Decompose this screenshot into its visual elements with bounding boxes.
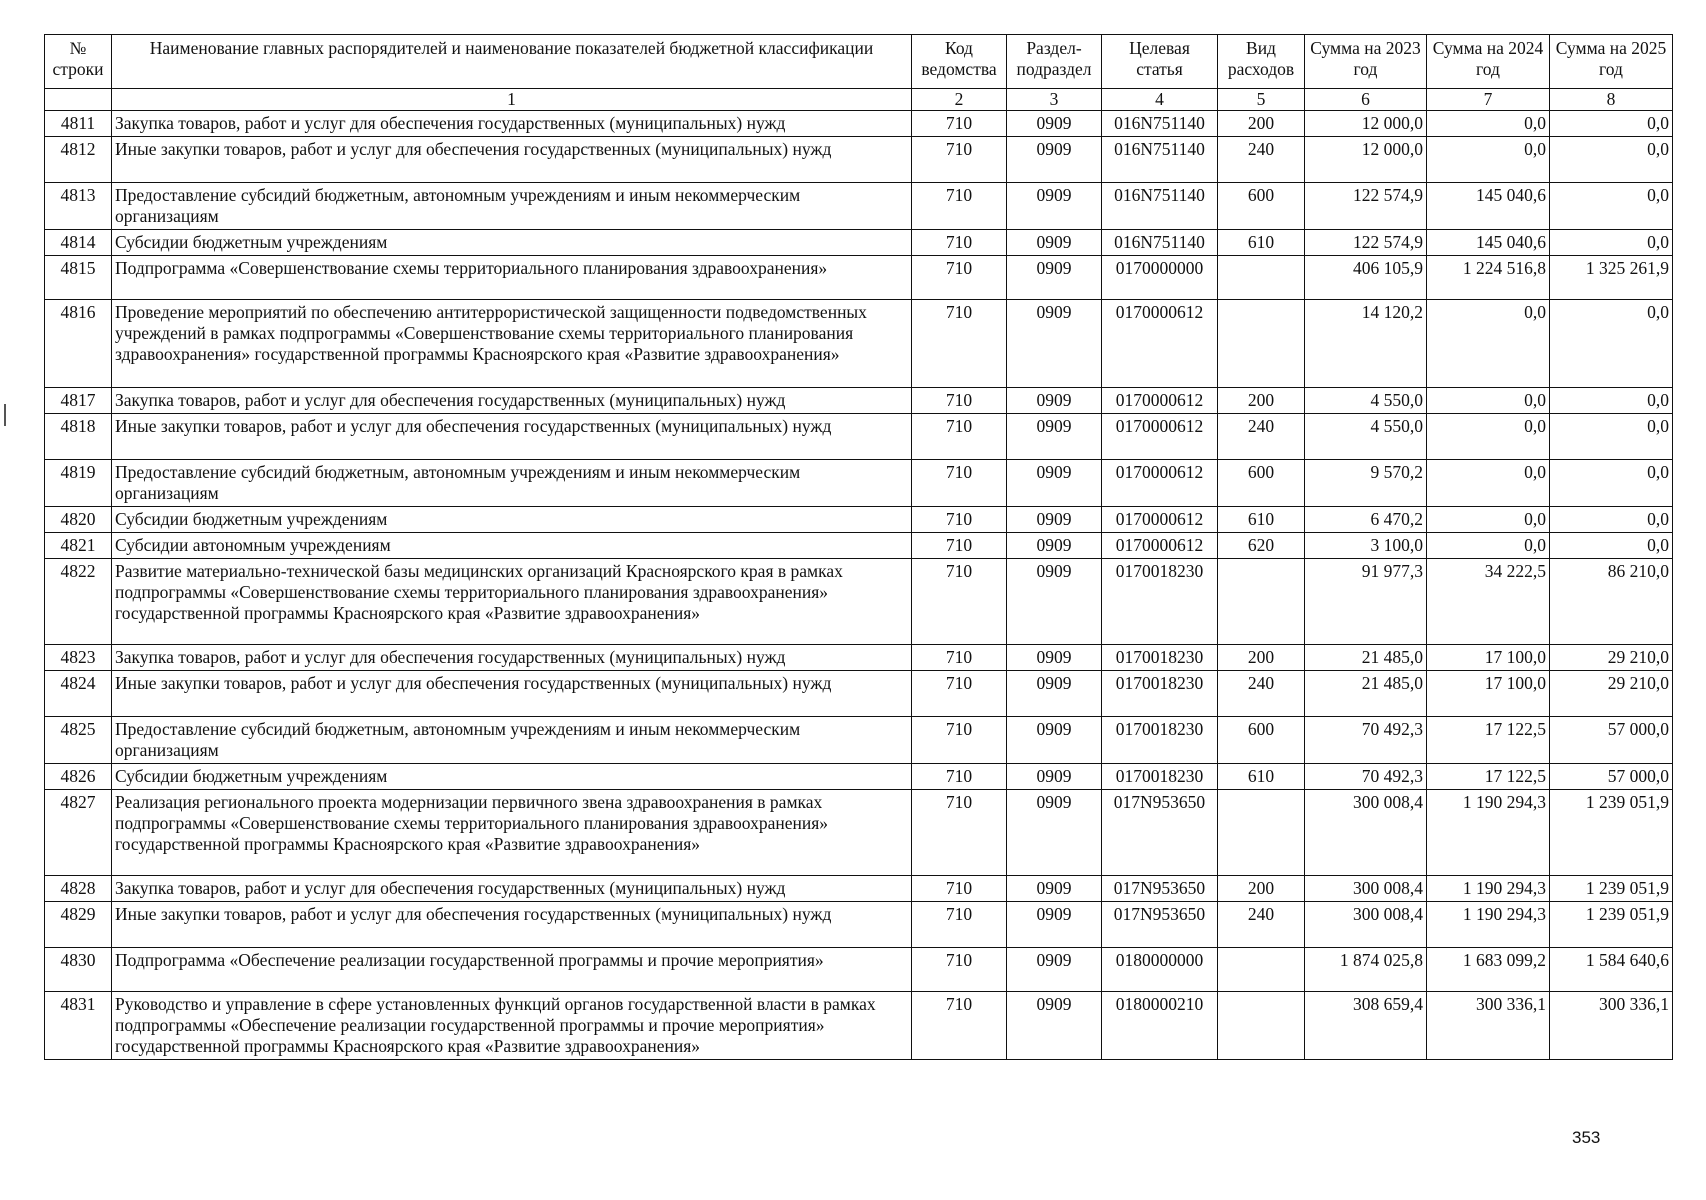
- dept-code: 710: [912, 507, 1007, 533]
- table-header: [45, 35, 1673, 111]
- dept-code: 710: [912, 876, 1007, 902]
- sum-2024: 145 040,6: [1427, 183, 1550, 230]
- row-number: 4827: [45, 790, 112, 876]
- sum-2023: 91 977,3: [1305, 559, 1427, 645]
- table-body: [45, 111, 1673, 1060]
- expense-type: [1218, 300, 1305, 388]
- sum-2023: 300 008,4: [1305, 902, 1427, 948]
- row-number: 4824: [45, 671, 112, 717]
- target-article: 017N953650: [1102, 902, 1218, 948]
- column-number: 2: [912, 89, 1007, 111]
- column-number: 1: [112, 89, 912, 111]
- sum-2024: 34 222,5: [1427, 559, 1550, 645]
- dept-code: 710: [912, 111, 1007, 137]
- table-row: [45, 256, 1673, 300]
- target-article: 016N751140: [1102, 137, 1218, 183]
- dept-code: 710: [912, 948, 1007, 992]
- sum-2024: 0,0: [1427, 414, 1550, 460]
- sum-2024: 17 122,5: [1427, 764, 1550, 790]
- expense-type: 240: [1218, 137, 1305, 183]
- row-number: 4820: [45, 507, 112, 533]
- row-number: 4828: [45, 876, 112, 902]
- sum-2024: 1 190 294,3: [1427, 876, 1550, 902]
- sum-2023: 6 470,2: [1305, 507, 1427, 533]
- row-number: 4814: [45, 230, 112, 256]
- header-dept: Код ведомства: [912, 35, 1007, 89]
- section-code: 0909: [1007, 992, 1102, 1060]
- sum-2024: 1 190 294,3: [1427, 790, 1550, 876]
- sum-2024: 0,0: [1427, 533, 1550, 559]
- expense-type: [1218, 992, 1305, 1060]
- table-row: [45, 111, 1673, 137]
- column-number: 8: [1550, 89, 1673, 111]
- row-number: 4817: [45, 388, 112, 414]
- row-number: 4812: [45, 137, 112, 183]
- sum-2023: 12 000,0: [1305, 111, 1427, 137]
- scan-margin-mark: [4, 404, 6, 426]
- row-name: Иные закупки товаров, работ и услуг для обеспечения государственных (муниципальных) нужд: [112, 137, 912, 183]
- expense-type: 600: [1218, 460, 1305, 507]
- row-name: Закупка товаров, работ и услуг для обеспечения государственных (муниципальных) нужд: [112, 645, 912, 671]
- header-sum-2025: Сумма на 2025 год: [1550, 35, 1673, 89]
- column-number-row: [45, 89, 1673, 111]
- target-article: 0180000210: [1102, 992, 1218, 1060]
- expense-type: 610: [1218, 230, 1305, 256]
- table-row: [45, 876, 1673, 902]
- dept-code: 710: [912, 533, 1007, 559]
- dept-code: 710: [912, 902, 1007, 948]
- column-number-empty: [45, 89, 112, 111]
- row-name: Подпрограмма «Обеспечение реализации государственной программы и прочие мероприятия»: [112, 948, 912, 992]
- table-row: [45, 414, 1673, 460]
- expense-type: [1218, 256, 1305, 300]
- sum-2023: 21 485,0: [1305, 671, 1427, 717]
- row-number: 4815: [45, 256, 112, 300]
- section-code: 0909: [1007, 137, 1102, 183]
- column-number: 7: [1427, 89, 1550, 111]
- row-name: Предоставление субсидий бюджетным, автономным учреждениям и иным некоммерческим организациям: [112, 460, 912, 507]
- sum-2025: 86 210,0: [1550, 559, 1673, 645]
- target-article: 0170000612: [1102, 300, 1218, 388]
- table-row: [45, 183, 1673, 230]
- sum-2024: 300 336,1: [1427, 992, 1550, 1060]
- column-number: 5: [1218, 89, 1305, 111]
- sum-2023: 308 659,4: [1305, 992, 1427, 1060]
- expense-type: [1218, 790, 1305, 876]
- section-code: 0909: [1007, 948, 1102, 992]
- table-row: [45, 300, 1673, 388]
- sum-2024: 17 100,0: [1427, 645, 1550, 671]
- section-code: 0909: [1007, 414, 1102, 460]
- sum-2023: 70 492,3: [1305, 717, 1427, 764]
- row-number: 4822: [45, 559, 112, 645]
- dept-code: 710: [912, 764, 1007, 790]
- sum-2025: 0,0: [1550, 533, 1673, 559]
- table-row: [45, 507, 1673, 533]
- table-row: [45, 790, 1673, 876]
- dept-code: 710: [912, 992, 1007, 1060]
- section-code: 0909: [1007, 902, 1102, 948]
- budget-table: [44, 34, 1673, 1060]
- target-article: 016N751140: [1102, 111, 1218, 137]
- sum-2025: 0,0: [1550, 460, 1673, 507]
- sum-2023: 70 492,3: [1305, 764, 1427, 790]
- sum-2024: 1 190 294,3: [1427, 902, 1550, 948]
- row-number: 4831: [45, 992, 112, 1060]
- sum-2024: 0,0: [1427, 507, 1550, 533]
- row-number: 4818: [45, 414, 112, 460]
- sum-2024: 145 040,6: [1427, 230, 1550, 256]
- expense-type: 610: [1218, 507, 1305, 533]
- target-article: 0170018230: [1102, 671, 1218, 717]
- expense-type: [1218, 559, 1305, 645]
- section-code: 0909: [1007, 111, 1102, 137]
- dept-code: 710: [912, 388, 1007, 414]
- sum-2024: 1 683 099,2: [1427, 948, 1550, 992]
- sum-2025: 1 239 051,9: [1550, 902, 1673, 948]
- row-number: 4819: [45, 460, 112, 507]
- expense-type: 620: [1218, 533, 1305, 559]
- row-number: 4816: [45, 300, 112, 388]
- table-row: [45, 992, 1673, 1060]
- section-code: 0909: [1007, 559, 1102, 645]
- sum-2024: 17 100,0: [1427, 671, 1550, 717]
- section-code: 0909: [1007, 764, 1102, 790]
- sum-2025: 0,0: [1550, 507, 1673, 533]
- sum-2025: 0,0: [1550, 111, 1673, 137]
- target-article: 016N751140: [1102, 183, 1218, 230]
- dept-code: 710: [912, 414, 1007, 460]
- sum-2025: 1 325 261,9: [1550, 256, 1673, 300]
- dept-code: 710: [912, 300, 1007, 388]
- sum-2025: 0,0: [1550, 300, 1673, 388]
- table-row: [45, 388, 1673, 414]
- target-article: 0170018230: [1102, 717, 1218, 764]
- sum-2024: 0,0: [1427, 111, 1550, 137]
- table-row: [45, 671, 1673, 717]
- dept-code: 710: [912, 256, 1007, 300]
- sum-2025: 1 584 640,6: [1550, 948, 1673, 992]
- sum-2023: 300 008,4: [1305, 790, 1427, 876]
- sum-2025: 0,0: [1550, 388, 1673, 414]
- section-code: 0909: [1007, 388, 1102, 414]
- sum-2023: 1 874 025,8: [1305, 948, 1427, 992]
- sum-2023: 300 008,4: [1305, 876, 1427, 902]
- table-row: [45, 717, 1673, 764]
- row-name: Предоставление субсидий бюджетным, автономным учреждениям и иным некоммерческим организациям: [112, 183, 912, 230]
- header-sum-2023: Сумма на 2023 год: [1305, 35, 1427, 89]
- target-article: 0170000612: [1102, 507, 1218, 533]
- sum-2023: 12 000,0: [1305, 137, 1427, 183]
- table-row: [45, 948, 1673, 992]
- row-number: 4826: [45, 764, 112, 790]
- row-number: 4813: [45, 183, 112, 230]
- sum-2023: 4 550,0: [1305, 388, 1427, 414]
- row-number: 4811: [45, 111, 112, 137]
- column-number: 6: [1305, 89, 1427, 111]
- sum-2023: 21 485,0: [1305, 645, 1427, 671]
- target-article: 017N953650: [1102, 790, 1218, 876]
- header-row-no: № строки: [45, 35, 112, 89]
- column-number: 4: [1102, 89, 1218, 111]
- dept-code: 710: [912, 183, 1007, 230]
- page-number: 353: [1572, 1128, 1601, 1147]
- expense-type: 600: [1218, 183, 1305, 230]
- target-article: 0170000612: [1102, 388, 1218, 414]
- section-code: 0909: [1007, 790, 1102, 876]
- sum-2023: 406 105,9: [1305, 256, 1427, 300]
- dept-code: 710: [912, 559, 1007, 645]
- sum-2025: 29 210,0: [1550, 671, 1673, 717]
- target-article: 0170018230: [1102, 645, 1218, 671]
- table-row: [45, 645, 1673, 671]
- dept-code: 710: [912, 137, 1007, 183]
- target-article: 0170018230: [1102, 764, 1218, 790]
- section-code: 0909: [1007, 183, 1102, 230]
- header-section: Раздел-подраздел: [1007, 35, 1102, 89]
- expense-type: 200: [1218, 876, 1305, 902]
- sum-2025: 57 000,0: [1550, 717, 1673, 764]
- target-article: 016N751140: [1102, 230, 1218, 256]
- expense-type: [1218, 948, 1305, 992]
- target-article: 0180000000: [1102, 948, 1218, 992]
- sum-2023: 3 100,0: [1305, 533, 1427, 559]
- row-name: Закупка товаров, работ и услуг для обеспечения государственных (муниципальных) нужд: [112, 388, 912, 414]
- row-name: Закупка товаров, работ и услуг для обеспечения государственных (муниципальных) нужд: [112, 876, 912, 902]
- header-target: Целевая статья: [1102, 35, 1218, 89]
- sum-2025: 1 239 051,9: [1550, 876, 1673, 902]
- sum-2025: 0,0: [1550, 414, 1673, 460]
- sum-2023: 122 574,9: [1305, 230, 1427, 256]
- row-number: 4829: [45, 902, 112, 948]
- row-name: Развитие материально-технической базы медицинских организаций Красноярского края в рамках подпрограммы «Совершенствование схемы территориального планирования здравоохранения» государственной программы Красноярского края «Развитие здравоохранения»: [112, 559, 912, 645]
- expense-type: 240: [1218, 414, 1305, 460]
- table-row: [45, 230, 1673, 256]
- header-name: Наименование главных распорядителей и наименование показателей бюджетной классификации: [112, 35, 912, 89]
- sum-2024: 0,0: [1427, 137, 1550, 183]
- row-name: Реализация регионального проекта модернизации первичного звена здравоохранения в рамках подпрограммы «Совершенствование схемы территориального планирования здравоохранения» государственной программы Красноярского края «Развитие здравоохранения»: [112, 790, 912, 876]
- sum-2025: 29 210,0: [1550, 645, 1673, 671]
- sum-2025: 300 336,1: [1550, 992, 1673, 1060]
- expense-type: 200: [1218, 645, 1305, 671]
- row-name: Руководство и управление в сфере установленных функций органов государственной власти в рамках подпрограммы «Обеспечение реализации государственной программы и прочие мероприятия» государственной программы Красноярского края «Развитие здравоохранения»: [112, 992, 912, 1060]
- sum-2023: 4 550,0: [1305, 414, 1427, 460]
- row-name: Субсидии бюджетным учреждениям: [112, 230, 912, 256]
- sum-2024: 0,0: [1427, 460, 1550, 507]
- expense-type: 240: [1218, 902, 1305, 948]
- row-name: Иные закупки товаров, работ и услуг для обеспечения государственных (муниципальных) нужд: [112, 414, 912, 460]
- row-name: Иные закупки товаров, работ и услуг для обеспечения государственных (муниципальных) нужд: [112, 902, 912, 948]
- expense-type: 600: [1218, 717, 1305, 764]
- sum-2023: 9 570,2: [1305, 460, 1427, 507]
- sum-2025: 0,0: [1550, 137, 1673, 183]
- target-article: 017N953650: [1102, 876, 1218, 902]
- expense-type: 610: [1218, 764, 1305, 790]
- sum-2025: 1 239 051,9: [1550, 790, 1673, 876]
- row-number: 4830: [45, 948, 112, 992]
- section-code: 0909: [1007, 876, 1102, 902]
- section-code: 0909: [1007, 671, 1102, 717]
- target-article: 0170000612: [1102, 414, 1218, 460]
- sum-2025: 0,0: [1550, 230, 1673, 256]
- section-code: 0909: [1007, 300, 1102, 388]
- sum-2025: 57 000,0: [1550, 764, 1673, 790]
- header-exp-type: Вид расходов: [1218, 35, 1305, 89]
- table-row: [45, 533, 1673, 559]
- section-code: 0909: [1007, 533, 1102, 559]
- row-name: Подпрограмма «Совершенствование схемы территориального планирования здравоохранения»: [112, 256, 912, 300]
- expense-type: 200: [1218, 388, 1305, 414]
- table-row: [45, 559, 1673, 645]
- dept-code: 710: [912, 671, 1007, 717]
- expense-type: 200: [1218, 111, 1305, 137]
- table-row: [45, 902, 1673, 948]
- sum-2024: 0,0: [1427, 300, 1550, 388]
- row-name: Закупка товаров, работ и услуг для обеспечения государственных (муниципальных) нужд: [112, 111, 912, 137]
- row-name: Субсидии бюджетным учреждениям: [112, 507, 912, 533]
- dept-code: 710: [912, 460, 1007, 507]
- section-code: 0909: [1007, 507, 1102, 533]
- sum-2024: 17 122,5: [1427, 717, 1550, 764]
- target-article: 0170018230: [1102, 559, 1218, 645]
- dept-code: 710: [912, 790, 1007, 876]
- row-name: Субсидии автономным учреждениям: [112, 533, 912, 559]
- row-name: Субсидии бюджетным учреждениям: [112, 764, 912, 790]
- row-name: Иные закупки товаров, работ и услуг для обеспечения государственных (муниципальных) нужд: [112, 671, 912, 717]
- dept-code: 710: [912, 230, 1007, 256]
- header-sum-2024: Сумма на 2024 год: [1427, 35, 1550, 89]
- dept-code: 710: [912, 717, 1007, 764]
- section-code: 0909: [1007, 717, 1102, 764]
- dept-code: 710: [912, 645, 1007, 671]
- row-name: Проведение мероприятий по обеспечению антитеррористической защищенности подведомственных учреждений в рамках подпрограммы «Совершенствование схемы территориального планирования здравоохранения» государственной программы Красноярского края «Развитие здравоохранения»: [112, 300, 912, 388]
- row-number: 4825: [45, 717, 112, 764]
- section-code: 0909: [1007, 256, 1102, 300]
- section-code: 0909: [1007, 645, 1102, 671]
- row-name: Предоставление субсидий бюджетным, автономным учреждениям и иным некоммерческим организациям: [112, 717, 912, 764]
- column-number: 3: [1007, 89, 1102, 111]
- target-article: 0170000612: [1102, 533, 1218, 559]
- row-number: 4823: [45, 645, 112, 671]
- sum-2024: 0,0: [1427, 388, 1550, 414]
- sum-2023: 14 120,2: [1305, 300, 1427, 388]
- sum-2023: 122 574,9: [1305, 183, 1427, 230]
- target-article: 0170000000: [1102, 256, 1218, 300]
- table-row: [45, 137, 1673, 183]
- row-number: 4821: [45, 533, 112, 559]
- section-code: 0909: [1007, 230, 1102, 256]
- target-article: 0170000612: [1102, 460, 1218, 507]
- table-row: [45, 460, 1673, 507]
- section-code: 0909: [1007, 460, 1102, 507]
- sum-2025: 0,0: [1550, 183, 1673, 230]
- table-row: [45, 764, 1673, 790]
- sum-2024: 1 224 516,8: [1427, 256, 1550, 300]
- expense-type: 240: [1218, 671, 1305, 717]
